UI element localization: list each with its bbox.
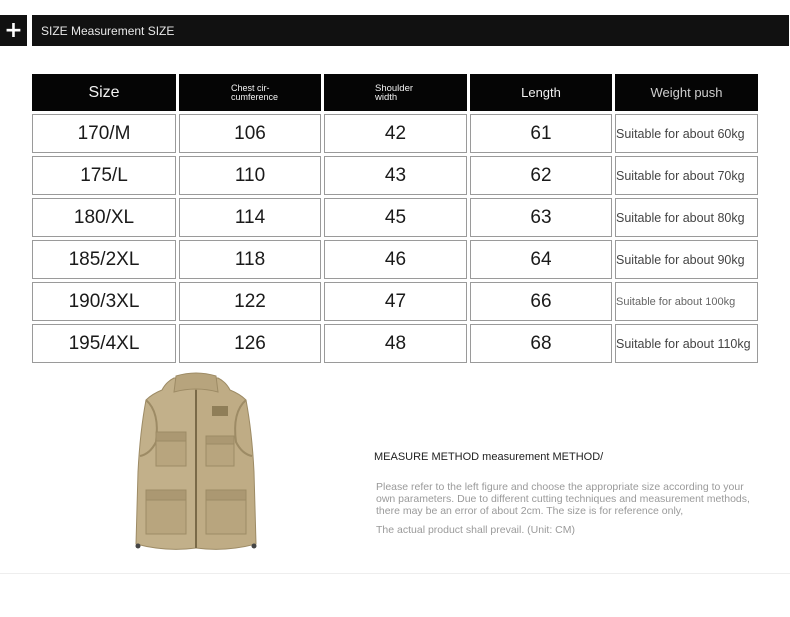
header-size: Size: [32, 74, 176, 111]
header-length: Length: [470, 74, 612, 111]
cell-chest: 118: [179, 240, 321, 279]
size-table: [32, 74, 758, 363]
measure-method-title: MEASURE METHOD measurement METHOD/: [374, 451, 604, 463]
header-shoulder-line2: width: [375, 91, 398, 103]
cell-length: 64: [470, 240, 612, 279]
header-chest: [179, 74, 321, 111]
cell-shoulder: 47: [324, 282, 467, 321]
header-chest-line1: Chest cir-: [231, 82, 270, 93]
cell-length: 61: [470, 114, 612, 153]
cell-weight: Suitable for about 110kg: [615, 324, 758, 363]
cell-size: 180/XL: [32, 198, 176, 237]
cell-length: 63: [470, 198, 612, 237]
cell-chest: 122: [179, 282, 321, 321]
header-weight: Weight push: [615, 74, 758, 111]
measure-method-body: Please refer to the left figure and choose the appropriate size according to your own parameters. Due to different cutting techniques and measurement methods, there may be an error of about 2cm. The size is for reference only,: [376, 481, 750, 517]
divider: [0, 573, 790, 574]
cell-size: 185/2XL: [32, 240, 176, 279]
cell-size: 170/M: [32, 114, 176, 153]
cell-size: 195/4XL: [32, 324, 176, 363]
cell-shoulder: 48: [324, 324, 467, 363]
cell-chest: 110: [179, 156, 321, 195]
cell-length: 68: [470, 324, 612, 363]
section-header-title: SIZE Measurement SIZE: [41, 23, 175, 38]
cell-chest: 106: [179, 114, 321, 153]
cell-weight: Suitable for about 80kg: [615, 198, 758, 237]
vest-image: [126, 372, 266, 558]
plus-icon: +: [0, 15, 27, 46]
cell-length: 66: [470, 282, 612, 321]
cell-weight: Suitable for about 90kg: [615, 240, 758, 279]
cell-shoulder: 45: [324, 198, 467, 237]
cell-weight: Suitable for about 60kg: [615, 114, 758, 153]
cell-size: 175/L: [32, 156, 176, 195]
cell-shoulder: 43: [324, 156, 467, 195]
header-shoulder-line1: Shoulder: [375, 82, 414, 94]
cell-chest: 126: [179, 324, 321, 363]
header-chest-line2: cumference: [231, 91, 279, 102]
cell-chest: 114: [179, 198, 321, 237]
section-header: [32, 15, 789, 46]
cell-weight: Suitable for about 100kg: [615, 282, 758, 321]
cell-size: 190/3XL: [32, 282, 176, 321]
cell-shoulder: 46: [324, 240, 467, 279]
measure-method-note: The actual product shall prevail. (Unit: CM): [376, 524, 575, 536]
cell-length: 62: [470, 156, 612, 195]
cell-shoulder: 42: [324, 114, 467, 153]
cell-weight: Suitable for about 70kg: [615, 156, 758, 195]
header-shoulder: [324, 74, 467, 111]
